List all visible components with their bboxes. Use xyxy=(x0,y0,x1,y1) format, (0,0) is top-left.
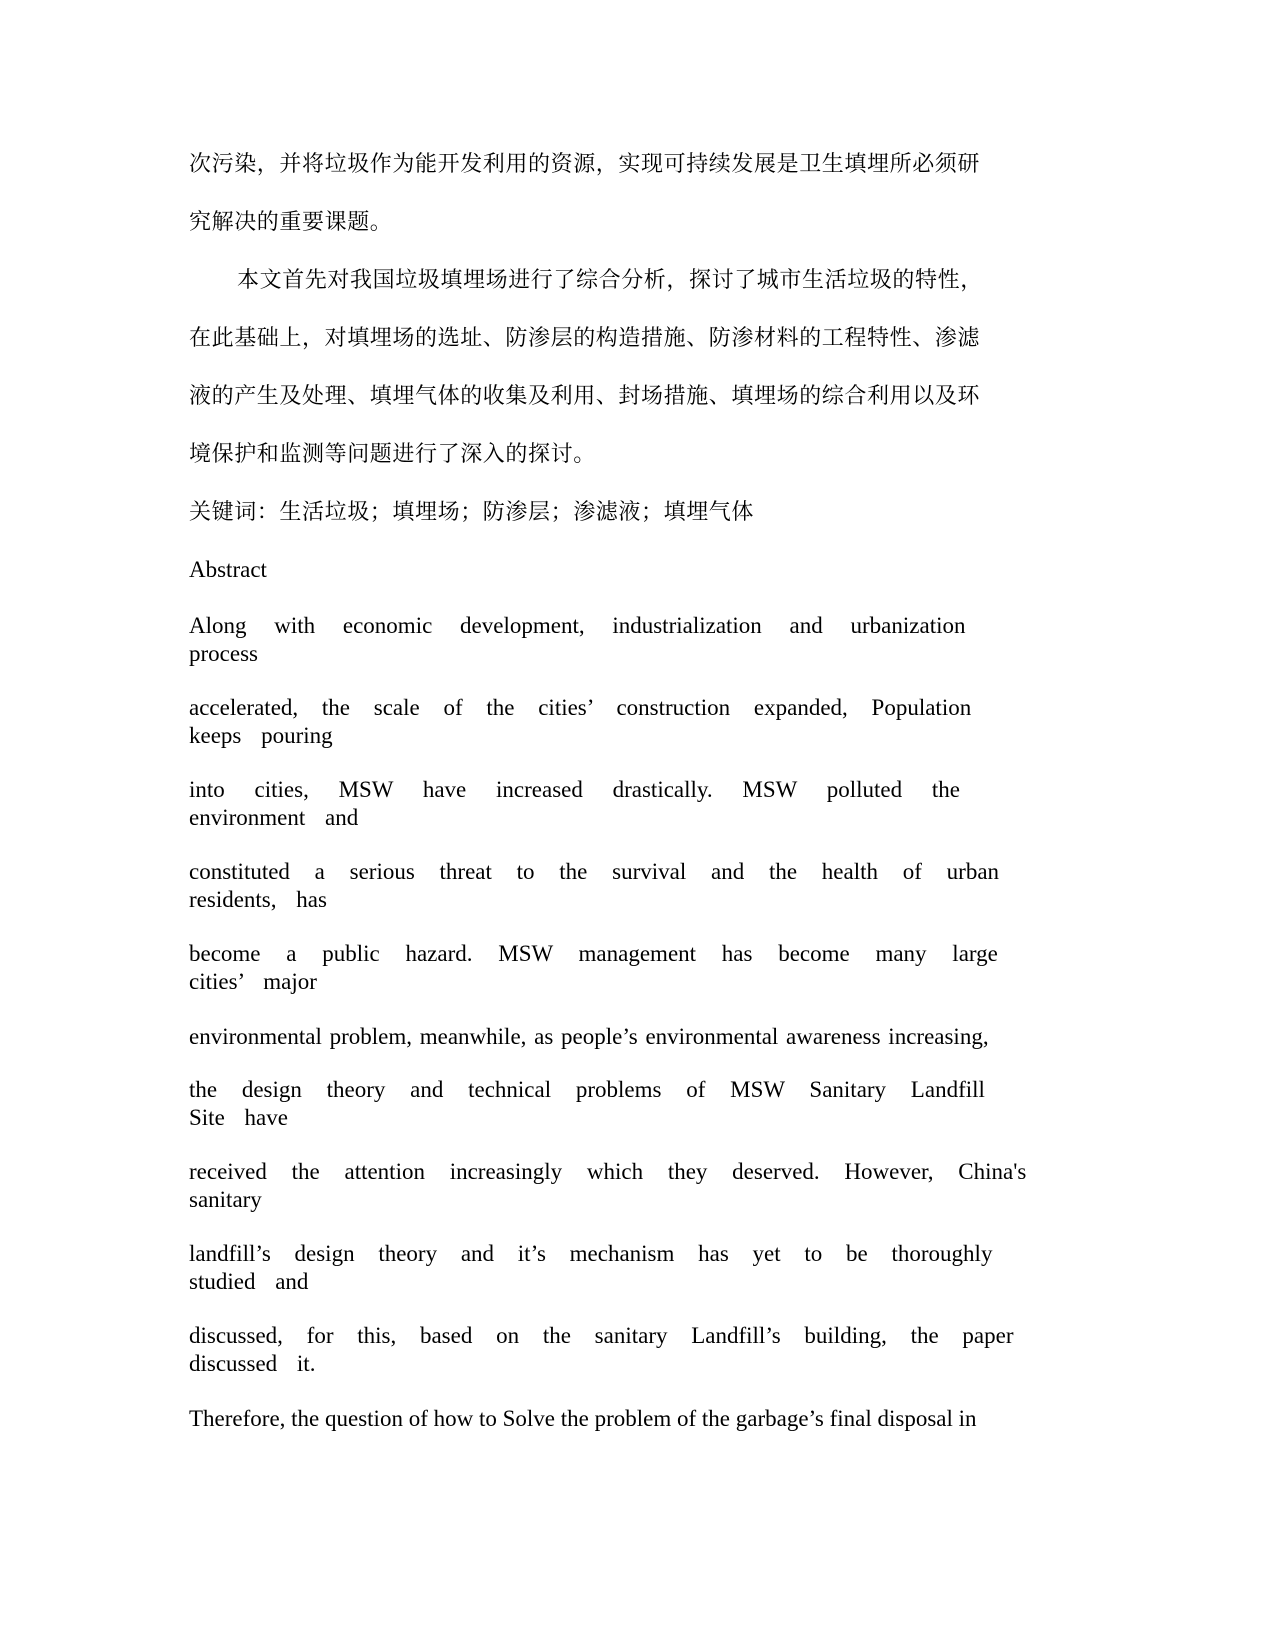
abstract-line-wrap: environment and xyxy=(189,805,359,830)
abstract-line: Therefore, the question of how to Solve the problem of the garbage’s final disposal in xyxy=(189,1406,977,1431)
chinese-text-line: 境保护和监测等问题进行了深入的探讨。 xyxy=(189,442,596,467)
abstract-line xyxy=(189,1240,1059,1296)
abstract-line-part: the design theory and technical problems of MSW Sanitary Landfill xyxy=(189,1077,985,1102)
abstract-line-part: received the attention increasingly which they deserved. However, China's xyxy=(189,1159,1027,1184)
chinese-text-line: 在此基础上，对填埋场的选址、防渗层的构造措施、防渗材料的工程特性、渗滤 xyxy=(189,326,981,351)
abstract-line xyxy=(189,858,1059,914)
abstract-line-wrap: studied and xyxy=(189,1269,309,1294)
abstract-line-part: landfill’s design theory and it’s mechanism has yet to be thoroughly xyxy=(189,1241,993,1266)
abstract-line-wrap: residents, has xyxy=(189,887,327,912)
chinese-paragraph-start: 本文首先对我国垃圾填埋场进行了综合分析，探讨了城市生活垃圾的特性， xyxy=(237,268,983,293)
abstract-line xyxy=(189,612,1059,668)
abstract-line xyxy=(189,694,1059,750)
abstract-line-wrap: process xyxy=(189,641,258,666)
abstract-heading: Abstract xyxy=(189,557,267,582)
abstract-line-part: constituted a serious threat to the survival and the health of urban xyxy=(189,859,1000,884)
abstract-line-wrap: sanitary xyxy=(189,1187,262,1212)
abstract-line xyxy=(189,776,1059,832)
chinese-text-line: 究解决的重要课题。 xyxy=(189,210,393,235)
abstract-line-part: accelerated, the scale of the cities’ construction expanded, Population xyxy=(189,695,972,720)
abstract-line-wrap: discussed it. xyxy=(189,1351,316,1376)
abstract-line-wrap: cities’ major xyxy=(189,969,317,994)
abstract-line xyxy=(189,1158,1059,1214)
abstract-line xyxy=(189,940,1059,996)
abstract-line-wrap: Site have xyxy=(189,1105,288,1130)
abstract-line xyxy=(189,1322,1059,1378)
abstract-line: environmental problem, meanwhile, as people’s environmental awareness increasing, xyxy=(189,1024,989,1049)
chinese-text-line: 次污染，并将垃圾作为能开发利用的资源，实现可持续发展是卫生填埋所必须研 xyxy=(189,152,981,177)
keywords-line: 关键词：生活垃圾；填埋场；防渗层；渗滤液；填埋气体 xyxy=(189,500,755,525)
abstract-line-part: Along with economic development, industrialization and urbanization xyxy=(189,613,966,638)
abstract-line-part: discussed, for this, based on the sanitary Landfill’s building, the paper xyxy=(189,1323,1014,1348)
abstract-line xyxy=(189,1076,1059,1132)
abstract-line-part: into cities, MSW have increased drastically. MSW polluted the xyxy=(189,777,960,802)
abstract-line-wrap: keeps pouring xyxy=(189,723,333,748)
chinese-text-line: 液的产生及处理、填埋气体的收集及利用、封场措施、填埋场的综合利用以及环 xyxy=(189,384,981,409)
abstract-line-part: become a public hazard. MSW management has become many large xyxy=(189,941,998,966)
